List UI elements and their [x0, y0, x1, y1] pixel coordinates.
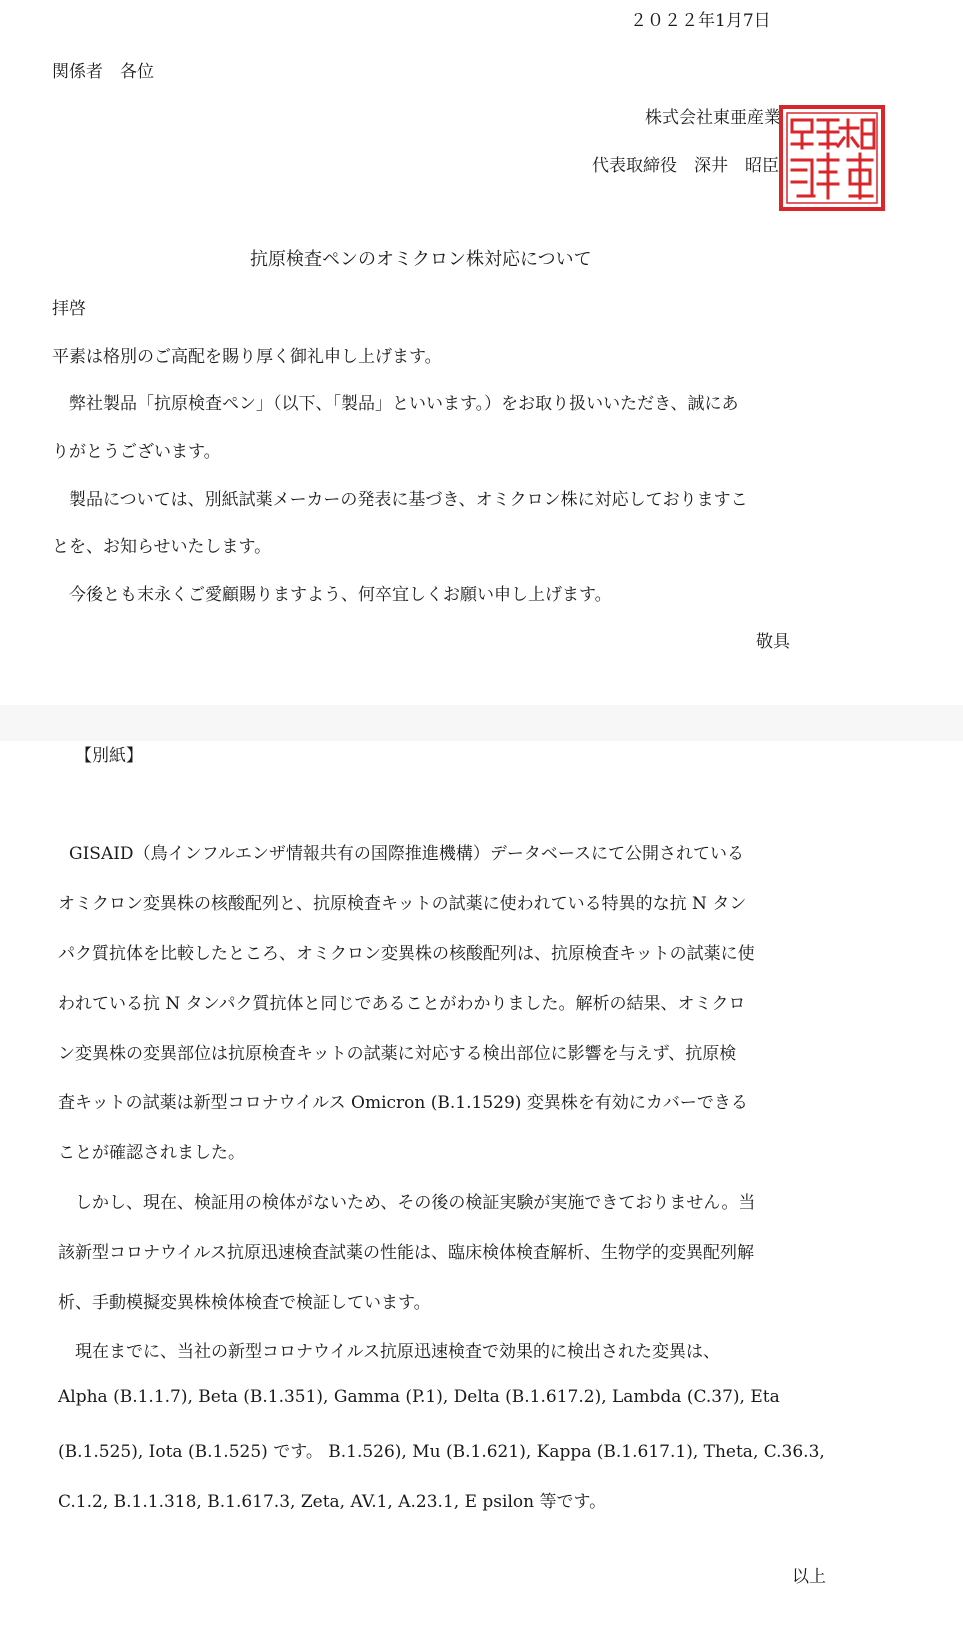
attachment-line: Alpha (B.1.1.7), Beta (B.1.351), Gamma (P.1), Delta (B.1.617.2), Lambda (C.37), Eta: [58, 1387, 780, 1407]
attachment-line: われている抗 N タンパク質抗体と同じであることがわかりました。解析の結果、オミクロ: [58, 994, 746, 1014]
attachment-line: ことが確認されました。: [58, 1143, 245, 1163]
attachment-line: 査キットの試薬は新型コロナウイルス Omicron (B.1.1529) 変異株を有効にカバーできる: [58, 1093, 748, 1113]
attachment-line: GISAID（鳥インフルエンザ情報共有の国際推進機構）データベースにて公開されている: [52, 844, 745, 864]
company-name: 株式会社東亜産業: [645, 108, 781, 128]
attachment-line: ン変異株の変異部位は抗原検査キットの試薬に対応する検出部位に影響を与えず、抗原検: [58, 1044, 737, 1064]
letter-line: 弊社製品「抗原検査ペン」（以下、「製品」といいます。）をお取り扱いいただき、誠にあ: [52, 394, 739, 414]
opening: 拝啓: [52, 299, 86, 319]
attachment-line: 現在までに、当社の新型コロナウイルス抗原迅速検査で効果的に検出された変異は、: [58, 1342, 720, 1362]
document-title: 抗原検査ペンのオミクロン株対応について: [250, 249, 592, 270]
date: ２０２２年1月7日: [630, 11, 771, 31]
attachment-closing: 以上: [792, 1567, 826, 1587]
closing: 敬具: [756, 632, 790, 652]
attachment-heading: 【別紙】: [75, 746, 143, 766]
letter-line: とを、お知らせいたします。: [52, 537, 272, 557]
letter-line: 今後とも末永くご愛顧賜りますよう、何卒宜しくお願い申し上げます。: [52, 585, 612, 605]
letter-line: りがとうございます。: [52, 442, 221, 462]
representative: 代表取締役 深井 昭臣: [592, 156, 779, 176]
attachment-line: (B.1.525), Iota (B.1.525) です。 B.1.526), Mu (B.1.621), Kappa (B.1.617.1), Theta, C.36.3,: [58, 1442, 825, 1462]
letter-line: 製品については、別紙試薬メーカーの発表に基づき、オミクロン株に対応しておりますこ: [52, 490, 748, 510]
attachment-line: しかし、現在、検証用の検体がないため、その後の検証実験が実施できておりません。当: [58, 1193, 756, 1213]
attachment-line: パク質抗体を比較したところ、オミクロン変異株の核酸配列は、抗原検査キットの試薬に使: [58, 944, 755, 964]
attachment-line: C.1.2, B.1.1.318, B.1.617.3, Zeta, AV.1, A.23.1, E psilon 等です。: [58, 1492, 607, 1512]
attachment-line: 析、手動模擬変異株検体検査で検証しています。: [58, 1293, 431, 1313]
page-gap: [0, 705, 963, 741]
attachment-line: オミクロン変異株の核酸配列と、抗原検査キットの試薬に使われている特異的な抗 N タン: [58, 894, 747, 914]
company-seal: [778, 104, 886, 212]
attachment-line: 該新型コロナウイルス抗原迅速検査試薬の性能は、臨床検体検査解析、生物学的変異配列解: [58, 1243, 754, 1263]
recipient: 関係者 各位: [52, 62, 154, 82]
letter-line: 平素は格別のご高配を賜り厚く御礼申し上げます。: [52, 347, 442, 367]
